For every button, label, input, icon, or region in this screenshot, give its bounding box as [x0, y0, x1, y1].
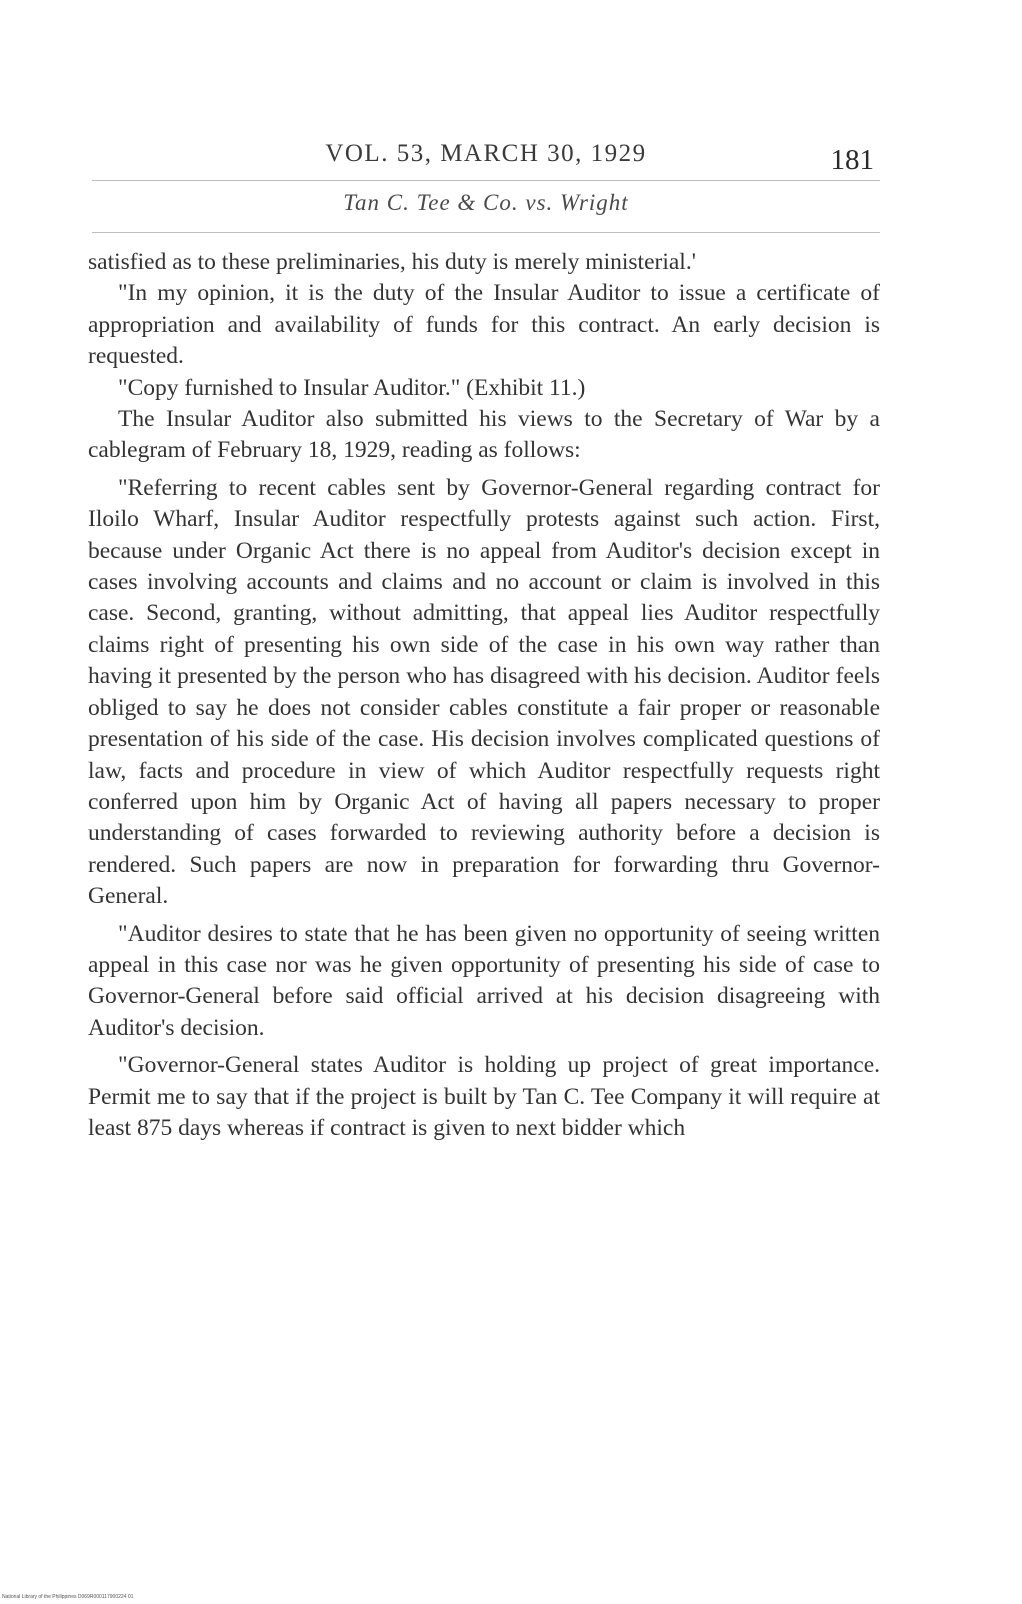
paragraph: "Auditor desires to state that he has been given no opportunity of seeing written appeal in this case nor was he given opportunity of presenting his side of case to Governor-General before said official arrived at his decision disagreeing with Auditor's decision.: [88, 920, 880, 1041]
case-title: Tan C. Tee & Co. vs. Wright: [343, 190, 629, 215]
page-number: 181: [830, 144, 874, 176]
paragraph: The Insular Auditor also submitted his views to the Secretary of War by a cablegram of February 18, 1929, reading as follows:: [88, 406, 880, 464]
header-divider-bottom: [92, 232, 880, 233]
scan-credit: National Library of the Philippines D069R000117900224 01: [2, 1594, 134, 1600]
paragraph: "Copy furnished to Insular Auditor." (Exhibit 11.): [118, 374, 586, 401]
paragraph: "Referring to recent cables sent by Governor-General regarding contract for Iloilo Wharf, Insular Auditor respectfully protests against such action. First, because under Organic Act there is no appeal from Auditor's decision except in cases involving accounts and claims and no account or claim is involved in this case. Second, granting, without admitting, that appeal lies Auditor respectfully claims right of presenting his own side of the case in his own way rather than having it presented by the person who has disagreed with his decision. Auditor feels obliged to say he does not consider cables constitute a fair proper or reasonable presentation of his side of the case. His decision involves complicated questions of law, facts and procedure in view of which Auditor respectfully requests right conferred upon him by Organic Act of having all papers necessary to proper understanding of cases forwarded to reviewing authority before a decision is rendered. Such papers are now in preparation for forwarding thru Governor-General.: [88, 474, 880, 910]
body-text: [88, 247, 880, 1144]
running-head: [92, 132, 880, 176]
paragraph: satisfied as to these preliminaries, his duty is merely ministerial.': [88, 249, 696, 275]
paragraph: "Governor-General states Auditor is holding up project of great importance. Permit me to say that if the project is built by Tan C. Tee Company it will require at least 875 days whereas if contract is given to next bidder which: [88, 1052, 880, 1141]
paragraph: "In my opinion, it is the duty of the Insular Auditor to issue a certificate of appropriation and availability of funds for this contract. An early decision is requested.: [88, 280, 880, 370]
running-title: VOL. 53, MARCH 30, 1929: [325, 140, 647, 167]
header-divider-top: [92, 180, 880, 181]
